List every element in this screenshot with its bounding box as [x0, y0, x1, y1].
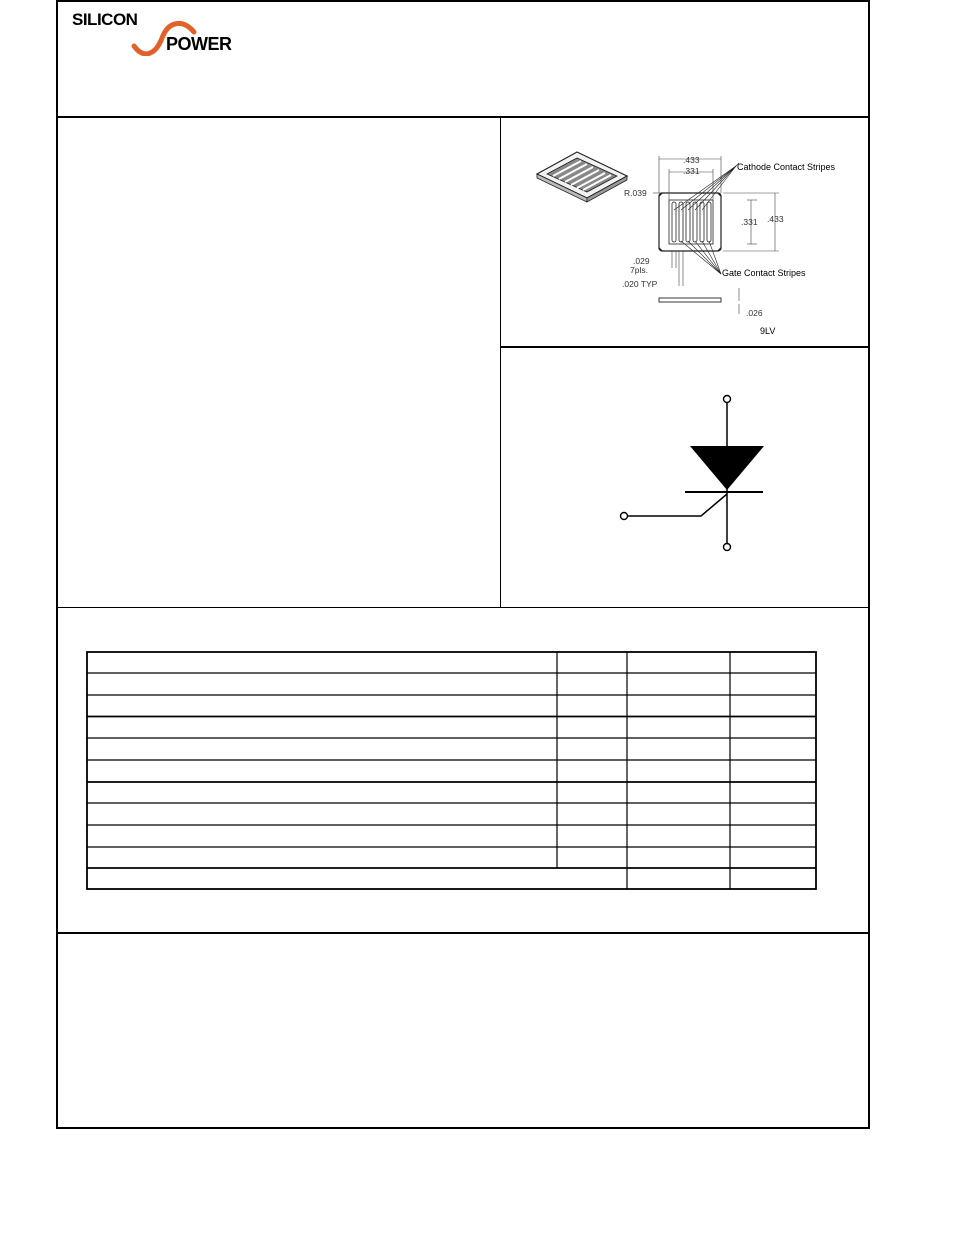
package-code: 9LV — [760, 326, 776, 336]
cathode-terminal — [724, 544, 731, 551]
footer-notes — [58, 934, 868, 1127]
package-outline-drawing — [501, 118, 868, 346]
dim-radius: R.039 — [624, 188, 647, 198]
dim-inner-width: .331 — [683, 166, 700, 176]
die-isometric-icon — [537, 152, 627, 202]
schematic-symbol-panel — [501, 348, 868, 607]
logo-text-power: POWER — [166, 34, 232, 54]
header — [58, 2, 868, 118]
dim-stripe-count: 7pls. — [630, 265, 648, 275]
thyristor-symbol-icon — [501, 348, 868, 607]
dim-outer-width: .433 — [683, 155, 700, 165]
die-side-view — [659, 298, 721, 302]
ratings-table — [86, 651, 817, 890]
logo-text-silicon: SILICON — [72, 10, 138, 29]
package-outline-panel — [501, 118, 868, 348]
company-logo — [70, 8, 250, 58]
dim-thickness: .026 — [746, 308, 763, 318]
dim-inner-height: .331 — [741, 217, 758, 227]
description-panel — [58, 118, 501, 607]
dim-outer-height: .433 — [767, 214, 784, 224]
label-gate-stripes: Gate Contact Stripes — [722, 268, 806, 278]
gate-terminal — [621, 513, 628, 520]
die-plan-view — [659, 193, 721, 251]
dim-stripe: .029 — [633, 256, 650, 266]
label-cathode-stripes: Cathode Contact Stripes — [737, 162, 836, 172]
dim-gap: .020 TYP — [622, 279, 658, 289]
anode-terminal — [724, 396, 731, 403]
datasheet-frame — [56, 0, 870, 1129]
ratings-section — [58, 608, 868, 934]
